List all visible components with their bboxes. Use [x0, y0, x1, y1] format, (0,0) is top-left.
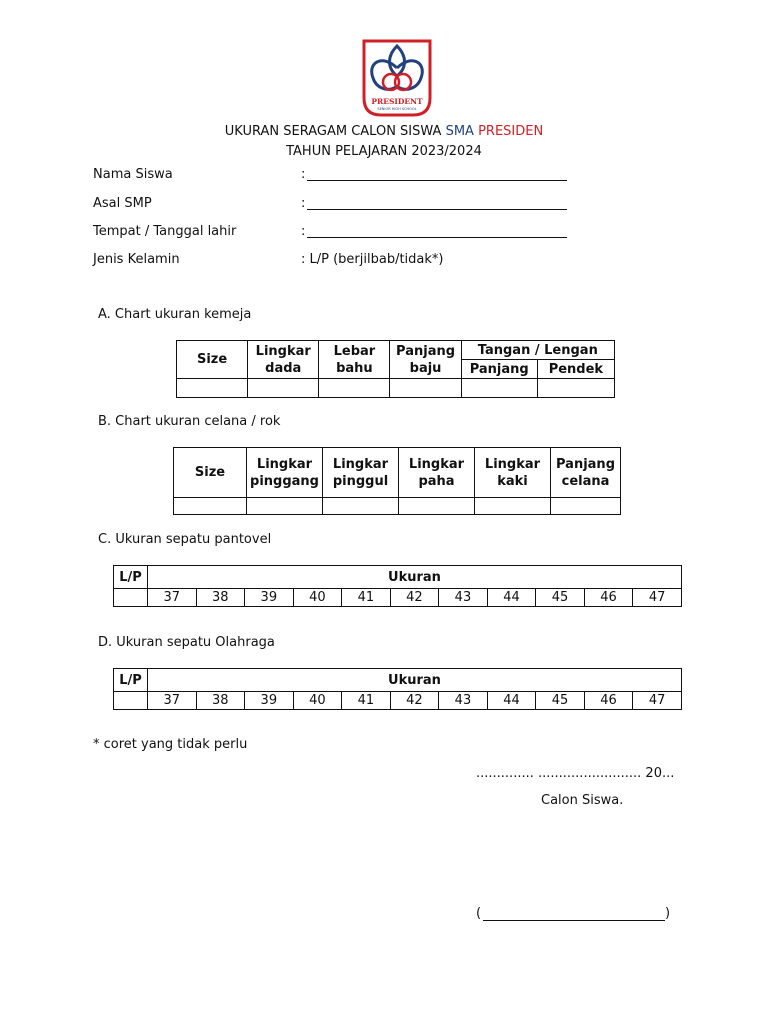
sport-size-43[interactable]: 43	[439, 692, 488, 710]
pants-leg-header: Lingkar kaki	[475, 448, 551, 498]
school-logo	[361, 38, 433, 118]
footnote: * coret yang tidak perlu	[93, 737, 248, 752]
field-label-nama: Nama Siswa	[93, 167, 173, 182]
sleeve-short-header: Pendek	[537, 360, 614, 379]
sport-size-39[interactable]: 39	[245, 692, 294, 710]
section-d-heading: D. Ukuran sepatu Olahraga	[98, 635, 275, 650]
shirt-length-cell[interactable]	[390, 379, 461, 398]
shirt-size-header: Size	[177, 341, 248, 379]
sport-shoe-table	[113, 668, 682, 710]
pants-waist-header: Lingkar pinggang	[247, 448, 323, 498]
logo-text: PRESIDENT	[371, 97, 423, 106]
pantofel-size-46[interactable]: 46	[584, 589, 633, 607]
section-c-heading: C. Ukuran sepatu pantovel	[98, 532, 272, 547]
pants-hip-header: Lingkar pinggul	[323, 448, 399, 498]
sport-ukuran-header: Ukuran	[148, 669, 682, 692]
field-colon-asal-smp: :	[301, 196, 306, 211]
signature-close-paren: )	[665, 906, 671, 921]
date-line: .............. ......................... 20...	[476, 766, 675, 781]
pantofel-lp-header: L/P	[114, 566, 148, 589]
shirt-sleeve-header: Tangan / Lengan	[461, 341, 614, 360]
sport-lp-cell[interactable]	[114, 692, 148, 710]
sport-size-40[interactable]: 40	[293, 692, 342, 710]
shirt-length-header: Panjang baju	[390, 341, 461, 379]
sport-size-42[interactable]: 42	[390, 692, 439, 710]
pants-hip-cell[interactable]	[323, 498, 399, 515]
pantofel-size-41[interactable]: 41	[342, 589, 391, 607]
pantofel-size-43[interactable]: 43	[439, 589, 488, 607]
pants-leg-cell[interactable]	[475, 498, 551, 515]
pantofel-size-39[interactable]: 39	[245, 589, 294, 607]
ttl-input-line[interactable]	[307, 237, 567, 238]
signature-caption: Calon Siswa.	[541, 793, 624, 808]
field-label-ttl: Tempat / Tanggal lahir	[93, 224, 237, 239]
pants-thigh-cell[interactable]	[399, 498, 475, 515]
pantofel-size-44[interactable]: 44	[487, 589, 536, 607]
sport-size-44[interactable]: 44	[487, 692, 536, 710]
sport-size-41[interactable]: 41	[342, 692, 391, 710]
pantofel-lp-cell[interactable]	[114, 589, 148, 607]
logo-subtext: SENIOR HIGH SCHOOL	[377, 107, 417, 111]
pantofel-size-45[interactable]: 45	[536, 589, 585, 607]
pants-waist-cell[interactable]	[247, 498, 323, 515]
shirt-chest-cell[interactable]	[248, 379, 319, 398]
pants-size-header: Size	[174, 448, 247, 498]
pants-thigh-header: Lingkar paha	[399, 448, 475, 498]
shirt-size-table	[176, 340, 615, 398]
pantofel-ukuran-header: Ukuran	[148, 566, 682, 589]
field-colon-nama: :	[301, 167, 306, 182]
shirt-shoulder-header: Lebar bahu	[319, 341, 390, 379]
sleeve-long-cell[interactable]	[461, 379, 537, 398]
section-a-heading: A. Chart ukuran kemeja	[98, 307, 252, 322]
pants-size-cell[interactable]	[174, 498, 247, 515]
asal-smp-input-line[interactable]	[307, 209, 567, 210]
sport-size-45[interactable]: 45	[536, 692, 585, 710]
field-label-jenis-kelamin: Jenis Kelamin	[93, 252, 180, 267]
field-colon-ttl: :	[301, 224, 306, 239]
sleeve-long-header: Panjang	[461, 360, 537, 379]
form-title: UKURAN SERAGAM CALON SISWA SMA PRESIDEN	[224, 124, 544, 139]
pantofel-size-42[interactable]: 42	[390, 589, 439, 607]
field-value-jenis-kelamin: : L/P (berjilbab/tidak*)	[301, 252, 444, 267]
sport-size-46[interactable]: 46	[584, 692, 633, 710]
shirt-size-cell[interactable]	[177, 379, 248, 398]
pantofel-shoe-table	[113, 565, 682, 607]
pants-length-header: Panjang celana	[551, 448, 621, 498]
nama-input-line[interactable]	[307, 180, 567, 181]
shirt-chest-header: Lingkar dada	[248, 341, 319, 379]
sport-size-47[interactable]: 47	[633, 692, 682, 710]
sport-size-37[interactable]: 37	[148, 692, 197, 710]
shirt-shoulder-cell[interactable]	[319, 379, 390, 398]
sport-lp-header: L/P	[114, 669, 148, 692]
pants-length-cell[interactable]	[551, 498, 621, 515]
signature-open-paren: (	[476, 906, 482, 921]
section-b-heading: B. Chart ukuran celana / rok	[98, 414, 281, 429]
pantofel-size-40[interactable]: 40	[293, 589, 342, 607]
academic-year: TAHUN PELAJARAN 2023/2024	[286, 144, 482, 159]
pants-size-table	[173, 447, 621, 515]
field-label-asal-smp: Asal SMP	[93, 196, 152, 211]
sport-size-38[interactable]: 38	[196, 692, 245, 710]
pantofel-size-38[interactable]: 38	[196, 589, 245, 607]
pantofel-size-47[interactable]: 47	[633, 589, 682, 607]
signature-line[interactable]	[483, 920, 665, 921]
sleeve-short-cell[interactable]	[537, 379, 614, 398]
pantofel-size-37[interactable]: 37	[148, 589, 197, 607]
